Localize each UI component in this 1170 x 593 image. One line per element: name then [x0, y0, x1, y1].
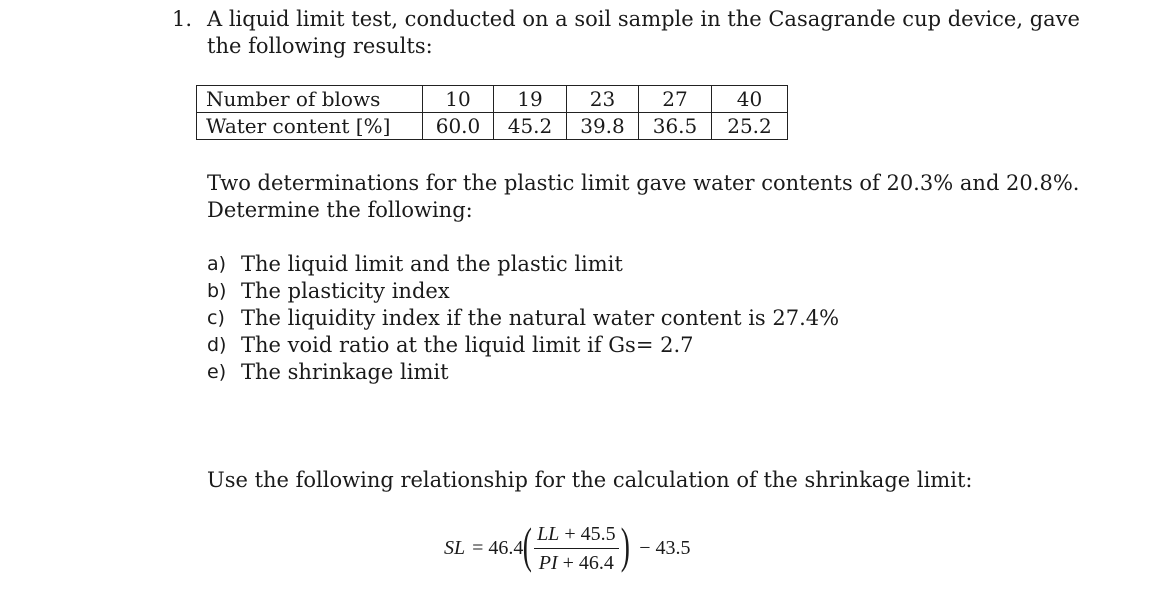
- list-item: [207, 359, 839, 386]
- denominator-rest: + 46.4: [557, 551, 614, 574]
- table-cell: 23: [567, 86, 639, 113]
- shrinkage-limit-formula: [444, 518, 691, 578]
- task-text: The liquidity index if the natural water content is 27.4%: [241, 306, 840, 330]
- table-cell: 40: [712, 86, 788, 113]
- list-item: [207, 251, 839, 278]
- plastic-limit-paragraph: Two determinations for the plastic limit gave water contents of 20.3% and 20.8%. Determine the following:: [207, 171, 1080, 222]
- row-label-blows: Number of blows: [197, 86, 423, 113]
- task-text: The plasticity index: [241, 279, 450, 303]
- table-cell: 39.8: [567, 113, 639, 140]
- table-cell: 19: [494, 86, 567, 113]
- table-cell: 45.2: [494, 113, 567, 140]
- task-list: [207, 251, 839, 386]
- numerator-rest: + 45.5: [559, 522, 616, 545]
- task-text: The shrinkage limit: [241, 360, 449, 384]
- task-text: The liquid limit and the plastic limit: [241, 252, 623, 276]
- question-intro: A liquid limit test, conducted on a soil sample in the Casagrande cup device, gave the following results:: [207, 7, 1080, 58]
- fraction-denominator: [536, 549, 617, 574]
- task-label: c): [207, 307, 225, 329]
- relation-text: Use the following relationship for the calculation of the shrinkage limit:: [207, 468, 973, 492]
- formula-fraction: [534, 523, 619, 574]
- numerator-variable: LL: [537, 522, 560, 545]
- list-item: [207, 305, 839, 332]
- question-number: 1.: [172, 7, 193, 31]
- task-text: The void ratio at the liquid limit if Gs= 2.7: [241, 333, 694, 357]
- table-cell: 27: [639, 86, 712, 113]
- list-item: [207, 332, 839, 359]
- right-paren-glyph: ): [620, 517, 630, 573]
- table-cell: 25.2: [712, 113, 788, 140]
- table-row: [197, 86, 788, 113]
- table-row: [197, 113, 788, 140]
- list-item: [207, 278, 839, 305]
- results-table: [196, 85, 788, 140]
- formula-tail: − 43.5: [639, 536, 691, 559]
- task-label: e): [207, 361, 227, 383]
- fraction-numerator: [534, 523, 619, 549]
- table-cell: 36.5: [639, 113, 712, 140]
- table-cell: 60.0: [423, 113, 494, 140]
- formula-lhs: SL: [444, 536, 466, 559]
- task-label: a): [207, 253, 227, 275]
- task-label: b): [207, 280, 227, 302]
- left-paren-glyph: (: [523, 517, 533, 573]
- formula-equals: = 46.4: [472, 536, 524, 559]
- row-label-water-content: Water content [%]: [197, 113, 423, 140]
- table-cell: 10: [423, 86, 494, 113]
- task-label: d): [207, 334, 227, 356]
- denominator-variable: PI: [538, 551, 558, 574]
